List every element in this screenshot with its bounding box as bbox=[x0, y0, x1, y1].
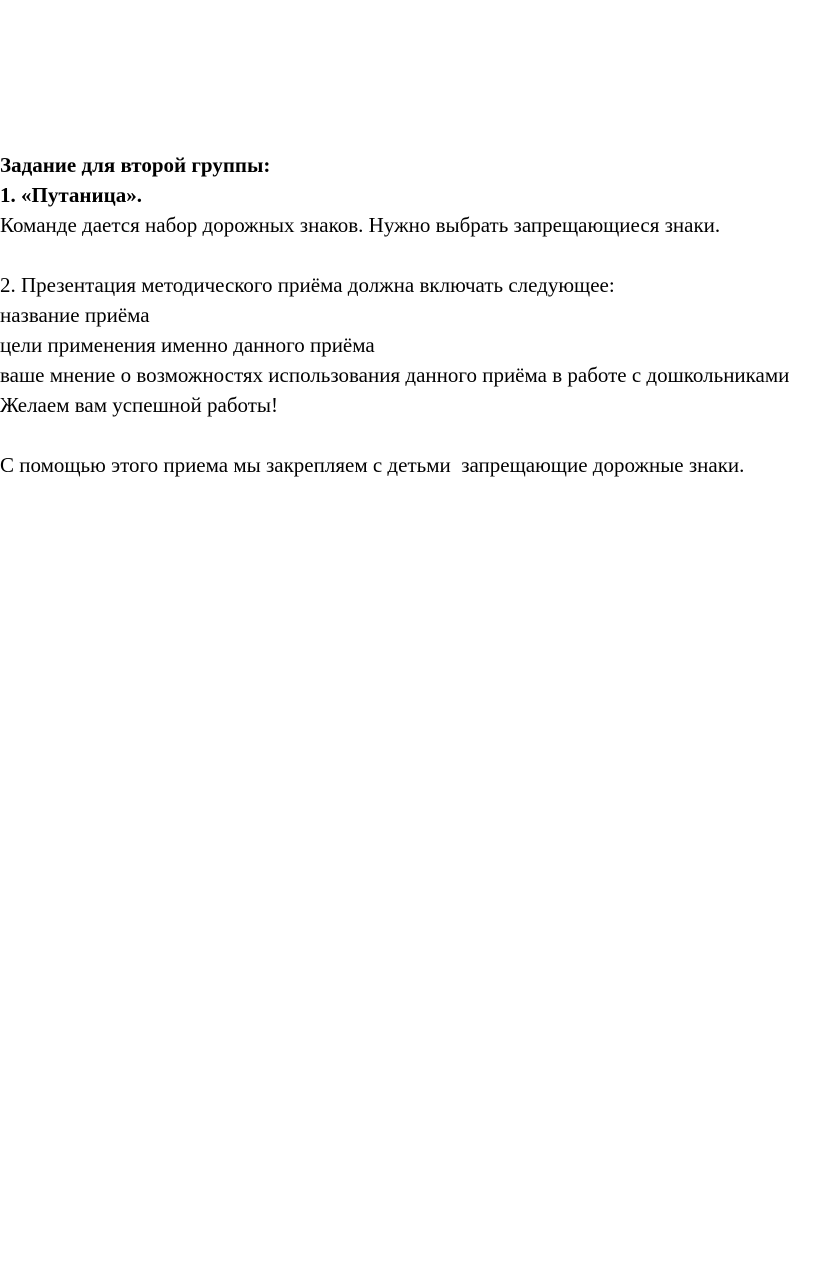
task2-item: цели применения именно данного приёма bbox=[0, 333, 375, 357]
document-page bbox=[0, 150, 812, 480]
task2-intro: 2. Презентация методического приёма должна включать следующее: bbox=[0, 273, 615, 297]
task1-text: Команде дается набор дорожных знаков. Нужно выбрать запрещающиеся знаки. bbox=[0, 213, 721, 237]
conclusion-text: С помощью этого приема мы закрепляем с детьми запрещающие дорожные знаки. bbox=[0, 453, 745, 477]
paragraph-spacer bbox=[0, 420, 812, 450]
wish-text: Желаем вам успешной работы! bbox=[0, 393, 279, 417]
task2-item: название приёма bbox=[0, 303, 150, 327]
document-heading: Задание для второй группы: bbox=[0, 153, 271, 177]
paragraph-spacer bbox=[0, 240, 812, 270]
task2-item: ваше мнение о возможностях использования данного приёма в работе с дошкольниками bbox=[0, 363, 790, 387]
task1-title: 1. «Путаница». bbox=[0, 183, 142, 207]
